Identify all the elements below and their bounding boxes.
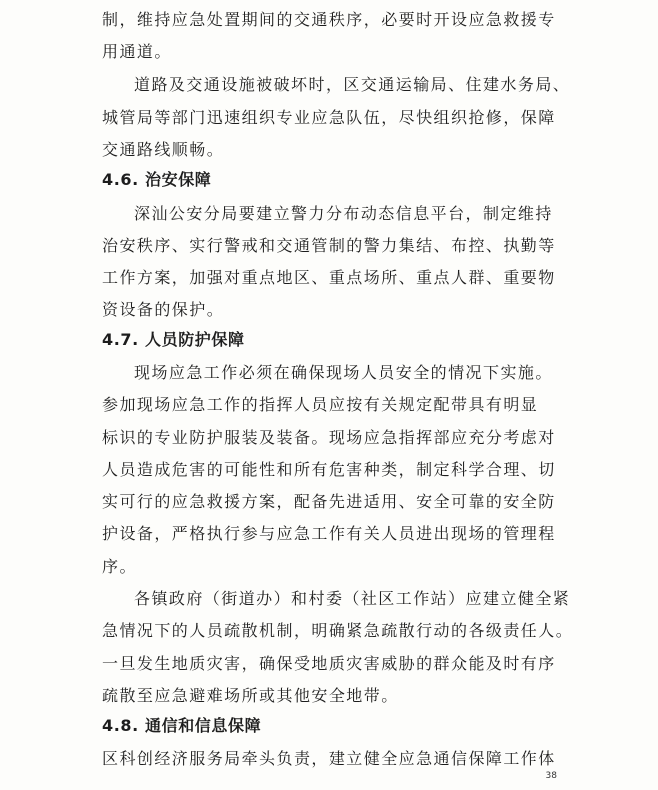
text-line: 交通路线顺畅。 bbox=[102, 140, 225, 159]
text-line: 人员造成危害的可能性和所有危害种类，制定科学合理、切 bbox=[102, 460, 556, 479]
text-line: 急情况下的人员疏散机制，明确紧急疏散行动的各级责任人。 bbox=[102, 621, 574, 640]
text-line: 疏散至应急避难场所或其他安全地带。 bbox=[102, 686, 399, 705]
text-line: 现场应急工作必须在确保现场人员安全的情况下实施。 bbox=[134, 363, 553, 382]
text-line: 治安秩序、实行警戒和交通管制的警力集结、布控、执勤等 bbox=[102, 236, 556, 255]
text-line: 用通道。 bbox=[102, 42, 172, 61]
page-number: 38 bbox=[545, 771, 557, 781]
text-line: 道路及交通设施被破坏时，区交通运输局、住建水务局、 bbox=[134, 75, 571, 94]
text-line: 制，维持应急处置期间的交通秩序，必要时开设应急救援专 bbox=[102, 10, 556, 29]
text-line: 护设备，严格执行参与应急工作有关人员进出现场的管理程 bbox=[102, 524, 556, 543]
text-line: 序。 bbox=[102, 557, 137, 576]
text-line: 实可行的应急救援方案，配备先进适用、安全可靠的安全防 bbox=[102, 492, 556, 511]
text-line: 工作方案，加强对重点地区、重点场所、重点人群、重要物 bbox=[102, 268, 556, 287]
section-heading: 4.6. 治安保障 bbox=[102, 170, 212, 189]
text-line: 城管局等部门迅速组织专业应急队伍，尽快组织抢修，保障 bbox=[102, 108, 556, 127]
text-line: 一旦发生地质灾害，确保受地质灾害威胁的群众能及时有序 bbox=[102, 654, 556, 673]
text-line: 资设备的保护。 bbox=[102, 300, 225, 319]
text-line: 标识的专业防护服装及装备。现场应急指挥部应充分考虑对 bbox=[102, 428, 556, 447]
text-line: 深汕公安分局要建立警力分布动态信息平台，制定维持 bbox=[134, 204, 553, 223]
text-line: 参加现场应急工作的指挥人员应按有关规定配带具有明显 bbox=[102, 395, 539, 414]
section-heading: 4.8. 通信和信息保障 bbox=[102, 716, 262, 735]
text-line: 各镇政府（街道办）和村委（社区工作站）应建立健全紧 bbox=[134, 589, 571, 608]
text-line: 区科创经济服务局牵头负责，建立健全应急通信保障工作体 bbox=[102, 749, 556, 768]
section-heading: 4.7. 人员防护保障 bbox=[102, 330, 245, 349]
